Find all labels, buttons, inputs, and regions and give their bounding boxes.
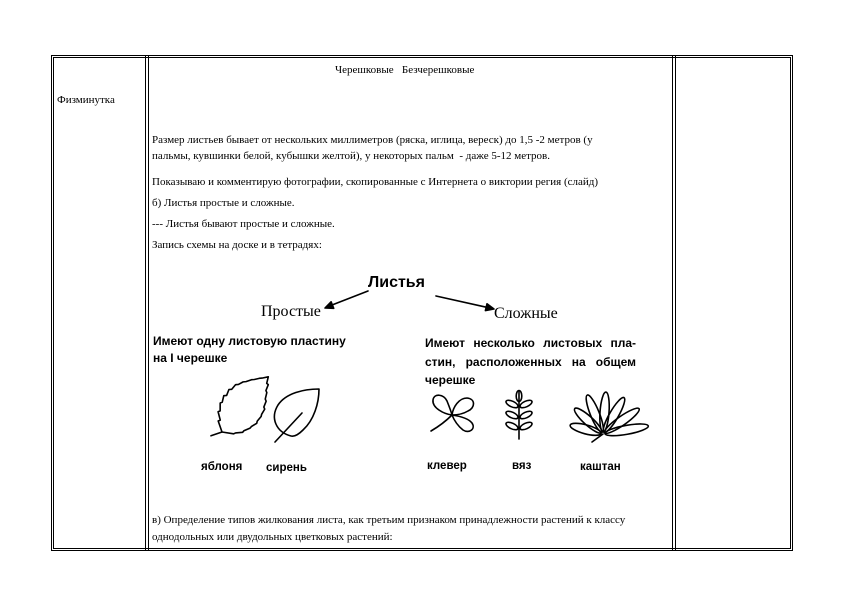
scheme-note: Запись схемы на доске и в тетрадях: — [152, 239, 322, 251]
compound-description-line: стин, расположенных на общем — [425, 355, 636, 369]
simple-description-line: Имеют одну листовую пластину — [153, 334, 346, 348]
size-paragraph-line: Размер листьев бывает от нескольких миллиметров (ряска, иглица, вереск) до 1,5 -2 метров (у — [152, 134, 593, 146]
simple-description-line: на I черешке — [153, 351, 228, 365]
simple-leaves-title: Простые — [261, 303, 321, 320]
example-label-lilac: сирень — [266, 462, 307, 474]
photo-note: Показываю и комментирую фотографии, скопированные с Интернета о виктории регия (слайд) — [152, 176, 599, 188]
venation-paragraph-line: однодольных или двудольных цветковых растений: — [152, 531, 393, 543]
example-label-elm: вяз — [512, 460, 532, 472]
example-label-apple: яблоня — [201, 461, 243, 473]
size-paragraph-line: пальмы, кувшинки белой, кубышки желтой), у некоторых пальм - даже 5-12 метров. — [152, 150, 550, 162]
compound-description-line: черешке — [425, 373, 476, 387]
diagram-title: Листья — [368, 274, 425, 291]
leaf-types-statement: --- Листья бывают простые и сложные. — [152, 218, 335, 230]
example-label-clover: клевер — [427, 460, 467, 472]
example-label-chestnut: каштан — [580, 461, 621, 473]
column-divider-left — [145, 55, 149, 551]
compound-leaves-title: Сложные — [494, 305, 558, 322]
column-divider-right — [672, 55, 676, 551]
compound-description-line: Имеют несколько листовых пла- — [425, 336, 636, 350]
section-b-heading: б) Листья простые и сложные. — [152, 197, 295, 209]
petiole-types-header: Черешковые Безчерешковые — [335, 64, 475, 76]
venation-paragraph-line: в) Определение типов жилкования листа, как третьим признаком принадлежности растений к классу — [152, 514, 626, 526]
activity-label: Физминутка — [57, 94, 115, 106]
table-frame — [51, 55, 793, 551]
